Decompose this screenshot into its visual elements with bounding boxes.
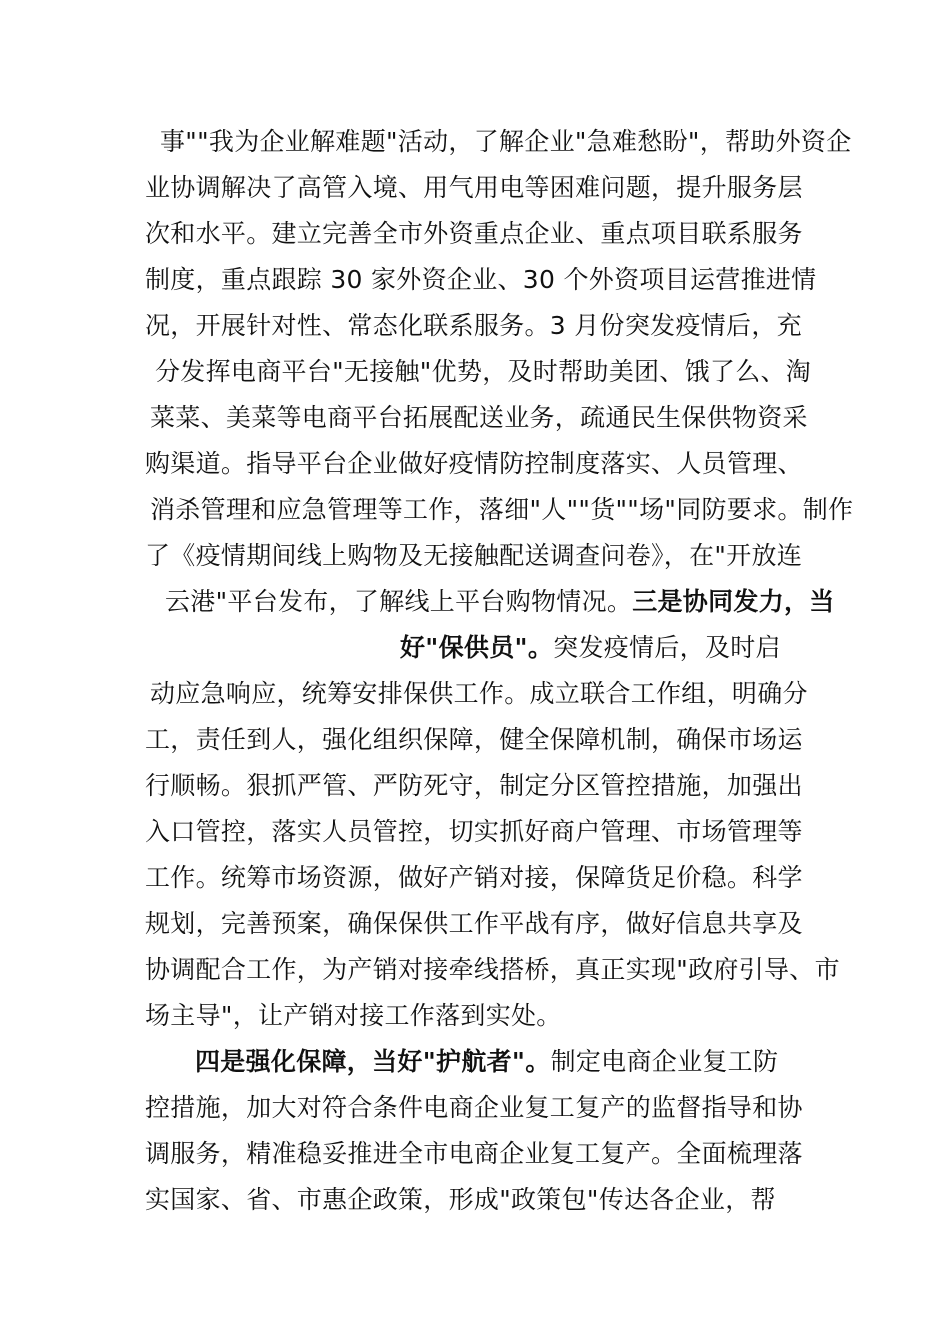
text-run: 购渠道。指导平台企业做好疫情防控制度落实、人员管理、: [145, 449, 803, 478]
text-line-3: [145, 214, 803, 254]
bold-heading-run: 三是协同发力，当: [632, 587, 835, 616]
text-line-8: [145, 444, 803, 484]
text-line-18: [145, 904, 803, 944]
bold-heading-run: 四是强化保障，当好"护航者"。: [195, 1047, 551, 1076]
text-run: 了《疫情期间线上购物及无接触配送调查问卷》，在"开放连: [145, 541, 803, 570]
text-run: 次和水平。建立完善全市外资重点企业、重点项目联系服务: [145, 219, 803, 248]
text-line-14: [145, 720, 803, 760]
text-line-20: [145, 996, 562, 1036]
text-run: 消杀管理和应急管理等工作，落细"人""货""场"同防要求。制作: [150, 495, 854, 524]
text-run: 菜菜、美菜等电商平台拓展配送业务，疏通民生保供物资采: [150, 403, 808, 432]
text-line-2: [145, 168, 803, 208]
text-line-17: [145, 858, 803, 898]
text-line-21: [195, 1042, 778, 1082]
text-line-24: [145, 1180, 776, 1220]
text-run: 实国家、省、市惠企政策，形成"政策包"传达各企业，帮: [145, 1185, 776, 1214]
text-line-11: [165, 582, 835, 622]
text-run: 调服务，精准稳妥推进全市电商企业复工复产。全面梳理落: [145, 1139, 803, 1168]
text-run: 分发挥电商平台"无接触"优势，及时帮助美团、饿了么、淘: [155, 357, 812, 386]
text-line-4: [145, 260, 816, 300]
text-line-16: [145, 812, 803, 852]
text-line-1: [160, 122, 852, 162]
text-run: 业协调解决了高管入境、用气用电等困难问题，提升服务层: [145, 173, 803, 202]
text-run: 规划，完善预案，确保保供工作平战有序，做好信息共享及: [145, 909, 803, 938]
text-run: 动应急响应，统筹安排保供工作。成立联合工作组，明确分: [150, 679, 808, 708]
text-line-7: [150, 398, 808, 438]
text-run: 突发疫情后，及时启: [553, 633, 781, 662]
text-line-22: [145, 1088, 803, 1128]
text-run: 事""我为企业解难题"活动，了解企业"急难愁盼"，帮助外资企: [160, 127, 852, 156]
text-run: 工作。统筹市场资源，做好产销对接，保障货足价稳。科学: [145, 863, 803, 892]
text-line-12: [400, 628, 781, 668]
bold-heading-run: 好"保供员"。: [400, 633, 554, 662]
text-run: 入口管控，落实人员管控，切实抓好商户管理、市场管理等: [145, 817, 803, 846]
text-line-15: [145, 766, 803, 806]
text-line-9: [150, 490, 853, 530]
text-run: 场主导"，让产销对接工作落到实处。: [145, 1001, 562, 1030]
text-run: 工，责任到人，强化组织保障，健全保障机制，确保市场运: [145, 725, 803, 754]
text-run: 制定电商企业复工防: [550, 1047, 779, 1076]
text-line-19: [145, 950, 840, 990]
text-run: 况，开展针对性、常态化联系服务。3 月份突发疫情后，充: [145, 311, 802, 340]
text-line-5: [145, 306, 802, 346]
text-run: 协调配合工作，为产销对接牵线搭桥，真正实现"政府引导、市: [145, 955, 840, 984]
text-run: 云港"平台发布，了解线上平台购物情况。: [165, 587, 633, 616]
text-run: 控措施，加大对符合条件电商企业复工复产的监督指导和协: [145, 1093, 803, 1122]
text-line-13: [150, 674, 808, 714]
text-line-6: [155, 352, 811, 392]
text-line-23: [145, 1134, 803, 1174]
text-line-10: [145, 536, 802, 576]
text-run: 制度，重点跟踪 30 家外资企业、30 个外资项目运营推进情: [145, 265, 817, 294]
text-run: 行顺畅。狠抓严管、严防死守，制定分区管控措施，加强出: [145, 771, 803, 800]
